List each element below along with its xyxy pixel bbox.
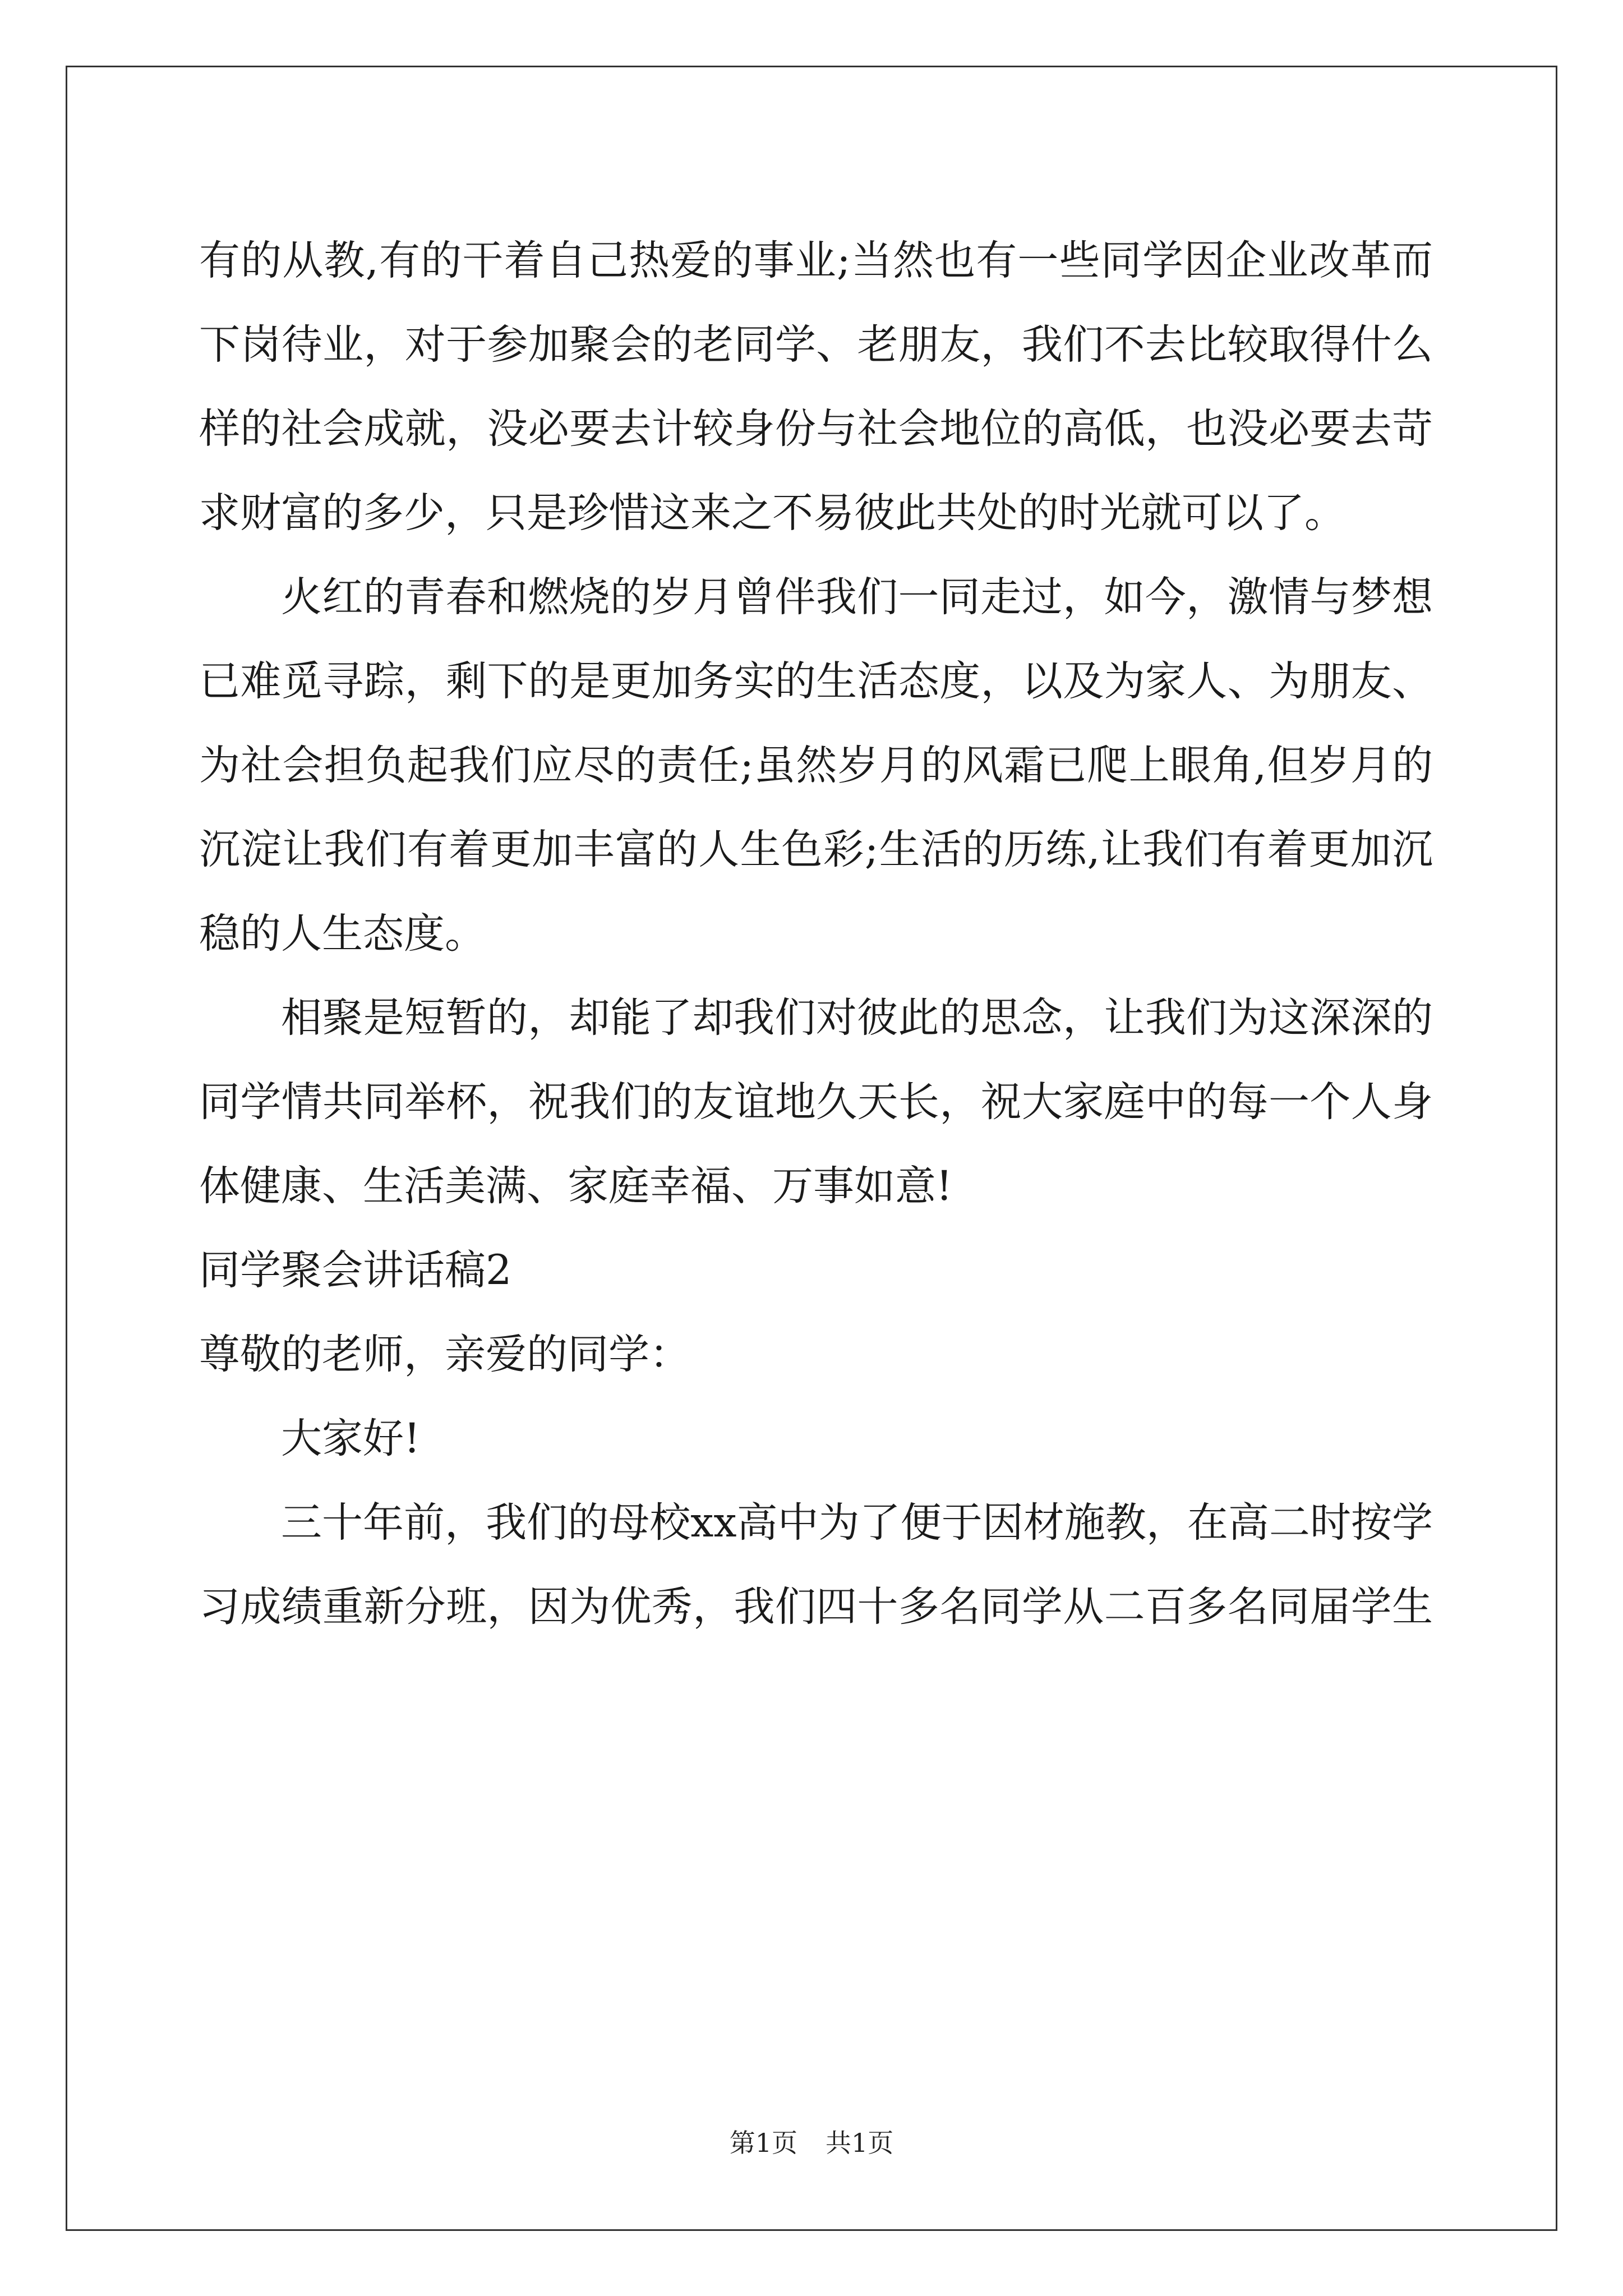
- text-line: 相聚是短暂的，却能了却我们对彼此的思念，让我们为这深深的: [281, 994, 1433, 1042]
- text-line: 体健康、生活美满、家庭幸福、万事如意!: [199, 1162, 953, 1210]
- greeting: 大家好!: [281, 1415, 421, 1462]
- text-line: 样的社会成就，没必要去计较身份与社会地位的高低，也没必要去苛: [199, 405, 1433, 453]
- text-line: 下岗待业，对于参加聚会的老同学、老朋友，我们不去比较取得什么: [199, 321, 1433, 369]
- text-line: 习成绩重新分班，因为优秀，我们四十多名同学从二百多名同届学生: [199, 1583, 1433, 1631]
- text-line: 三十年前，我们的母校xx高中为了便于因材施教，在高二时按学: [281, 1499, 1433, 1547]
- document-body: [199, 219, 1433, 1649]
- text-line: 沉淀让我们有着更加丰富的人生色彩;生活的历练,让我们有着更加沉: [199, 826, 1433, 873]
- text-line: 稳的人生态度。: [199, 910, 486, 958]
- text-line: 已难觅寻踪，剩下的是更加务实的生活态度，以及为家人、为朋友、: [199, 657, 1433, 705]
- text-line: 为社会担负起我们应尽的责任;虽然岁月的风霜已爬上眼角,但岁月的: [199, 742, 1433, 789]
- salutation: 尊敬的老师，亲爱的同学：: [199, 1331, 690, 1378]
- text-line: 火红的青春和燃烧的岁月曾伴我们一同走过，如今，激情与梦想: [281, 573, 1433, 621]
- text-line: 求财富的多少，只是珍惜这来之不易彼此共处的时光就可以了。: [199, 489, 1345, 537]
- page-footer: [0, 2126, 1623, 2160]
- text-line: 同学情共同举杯，祝我们的友谊地久天长，祝大家庭中的每一个人身: [199, 1078, 1433, 1126]
- text-line: 有的从教,有的干着自己热爱的事业;当然也有一些同学因企业改革而: [199, 237, 1433, 284]
- total-pages: 共1页: [826, 2128, 894, 2158]
- current-page-number: 第1页: [729, 2128, 797, 2158]
- section-title: 同学聚会讲话稿2: [199, 1246, 512, 1294]
